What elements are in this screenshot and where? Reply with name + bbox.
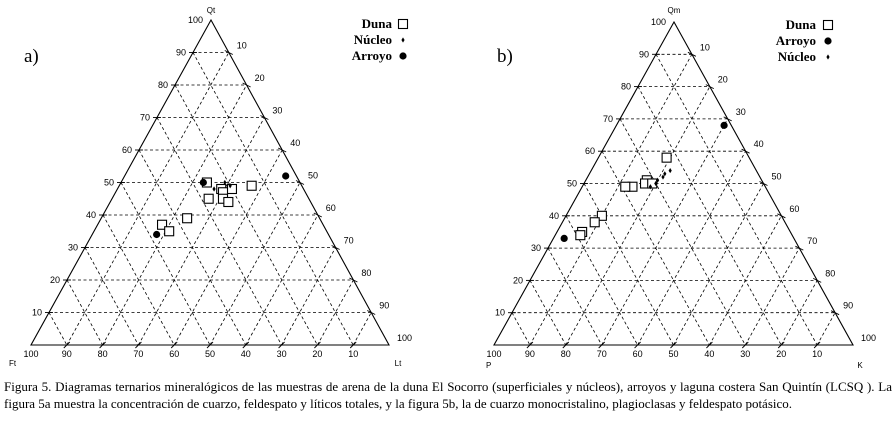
grid-line <box>745 248 799 345</box>
legend-marker <box>399 20 408 29</box>
legend <box>776 17 833 64</box>
legend-marker <box>824 37 831 44</box>
tick-label-bottom: 10 <box>348 349 359 359</box>
tick-mark <box>777 214 785 218</box>
tick-label-right: 60 <box>789 203 800 214</box>
tick-label-bottom: 90 <box>61 349 72 359</box>
apex-label-right: Lt <box>394 359 402 368</box>
legend-label: Núcleo <box>777 49 816 64</box>
grid-line <box>121 183 210 346</box>
data-point <box>200 179 207 186</box>
tick-label-bottom: 80 <box>97 349 108 359</box>
tick-label-right: 80 <box>825 268 836 279</box>
legend-marker <box>401 37 404 42</box>
tick-label-right: 90 <box>843 300 854 311</box>
data-point <box>576 231 585 240</box>
panel-label: a) <box>24 46 39 67</box>
tick-label-left: 10 <box>31 307 42 318</box>
panel-label: b) <box>497 46 513 67</box>
data-point <box>212 186 215 191</box>
tick-label-left: 90 <box>638 49 649 60</box>
grid-line <box>512 313 530 345</box>
tick-label-bottom: 50 <box>668 349 679 359</box>
data-point <box>662 153 671 162</box>
tick-label-bottom: 10 <box>812 349 823 359</box>
grid-line <box>282 248 336 346</box>
tick-mark <box>813 278 821 282</box>
tick-label-bottom: 50 <box>204 349 216 359</box>
tick-label-right: 80 <box>361 268 372 278</box>
grid-line <box>85 248 138 346</box>
grid-line <box>674 184 764 346</box>
data-point <box>183 214 192 223</box>
tick-label-bottom: 100 <box>486 349 502 359</box>
tick-label-right: 40 <box>290 138 301 148</box>
data-point <box>165 227 174 236</box>
tick-label-bottom: 80 <box>560 349 571 359</box>
tick-label-right: 70 <box>343 235 354 246</box>
tick-label-right: 10 <box>236 40 247 51</box>
tick-label-bottom: 60 <box>169 349 180 359</box>
tick-label-left: 80 <box>620 81 631 92</box>
tick-mark <box>742 149 750 153</box>
tick-label-bottom: 90 <box>524 349 535 359</box>
tick-label-right: 50 <box>771 171 782 182</box>
grid-line <box>709 216 781 345</box>
tick-label-right: 100 <box>397 333 413 343</box>
apex-label-left: P <box>486 361 492 370</box>
grid-line <box>817 313 835 345</box>
data-point <box>204 194 213 203</box>
tick-label-right: 90 <box>379 300 390 311</box>
tick-label-bottom: 100 <box>23 349 39 359</box>
legend-label: Duna <box>361 16 392 31</box>
data-point <box>153 231 160 238</box>
tick-label-bottom: 20 <box>776 349 787 359</box>
legend <box>352 16 408 63</box>
grid-line <box>656 54 817 345</box>
grid-line <box>353 313 371 346</box>
apex-label-right: K <box>857 361 863 370</box>
tick-label-right: 50 <box>308 170 319 181</box>
figure-caption: Figura 5. Diagramas ternarios mineralógicos de las muestras de arena de la duna El Socorro (superficiales y núcleos), arroyos y laguna costera San Quintín (LCSQ ). La figura 5a muestra la concentración de cuarzo, feldespato y líticos totales, y la figura 5b, la de cuarzo monocristalino, plagioclasas y feldespato potásico. <box>4 379 892 411</box>
tick-mark <box>349 278 357 282</box>
tick-label-right: 70 <box>807 236 818 247</box>
data-point <box>247 181 256 190</box>
tick-label-bottom: 20 <box>312 349 323 359</box>
legend-marker <box>824 21 833 30</box>
series-duna <box>576 153 671 240</box>
tick-label-left: 20 <box>512 275 523 286</box>
legend-label: Arroyo <box>351 48 392 63</box>
grid-line <box>530 54 692 345</box>
tick-label-bottom: 70 <box>596 349 607 359</box>
tick-label-bottom: 30 <box>276 349 287 359</box>
tick-label-bottom: 40 <box>240 349 251 359</box>
tick-label-bottom: 40 <box>704 349 715 359</box>
tick-label-right: 30 <box>735 106 746 117</box>
data-point <box>282 172 289 179</box>
tick-label-left: 70 <box>139 112 150 123</box>
tick-label-bottom: 30 <box>740 349 751 359</box>
tick-labels <box>486 17 876 359</box>
legend-marker <box>826 54 829 59</box>
apex-label-left: Ft <box>9 359 17 368</box>
grid-line <box>548 248 602 345</box>
tick-label-right: 40 <box>753 139 764 150</box>
tick-label-left: 60 <box>121 145 132 155</box>
tick-label-left: 40 <box>548 210 559 221</box>
tick-label-right: 20 <box>254 73 265 83</box>
tick-label-right: 20 <box>717 74 728 85</box>
legend-label: Arroyo <box>775 33 816 48</box>
tick-label-left: 50 <box>103 177 114 188</box>
tick-label-left: 80 <box>157 80 168 90</box>
tick-label-bottom: 70 <box>133 349 144 359</box>
tick-label-left: 100 <box>187 15 203 25</box>
legend-marker <box>399 52 406 59</box>
tick-label-left: 20 <box>49 275 60 285</box>
tick-label-left: 100 <box>650 17 666 27</box>
grid-line <box>584 184 674 346</box>
legend-label: Duna <box>785 17 816 32</box>
grid-line <box>157 118 282 346</box>
grid-lines <box>512 54 835 345</box>
ternary-panel-b <box>486 6 876 370</box>
tick-label-left: 70 <box>602 113 613 124</box>
tick-label-right: 10 <box>699 42 710 53</box>
grid-line <box>49 313 67 346</box>
tick-label-left: 50 <box>566 178 577 189</box>
tick-label-left: 30 <box>67 242 78 253</box>
ternary-panel-a <box>9 6 412 368</box>
tick-label-right: 60 <box>325 203 336 213</box>
tick-label-left: 10 <box>494 307 505 318</box>
legend-label: Núcleo <box>353 32 392 47</box>
tick-label-right: 100 <box>861 333 877 343</box>
tick-label-right: 30 <box>272 105 283 116</box>
data-point <box>621 182 630 191</box>
tick-label-left: 40 <box>85 210 96 220</box>
tick-label-bottom: 60 <box>632 349 643 359</box>
data-point <box>224 198 233 207</box>
data-point <box>561 235 568 242</box>
tick-label-left: 30 <box>530 243 541 254</box>
data-point <box>721 122 728 129</box>
data-point <box>669 168 672 173</box>
tick-label-left: 60 <box>584 146 595 157</box>
data-point <box>590 218 599 227</box>
grid-line <box>620 119 745 345</box>
apex-label-top: Qm <box>667 6 681 15</box>
tick-label-left: 90 <box>175 47 186 58</box>
grid-line <box>193 53 353 346</box>
apex-label-top: Qt <box>206 6 216 15</box>
